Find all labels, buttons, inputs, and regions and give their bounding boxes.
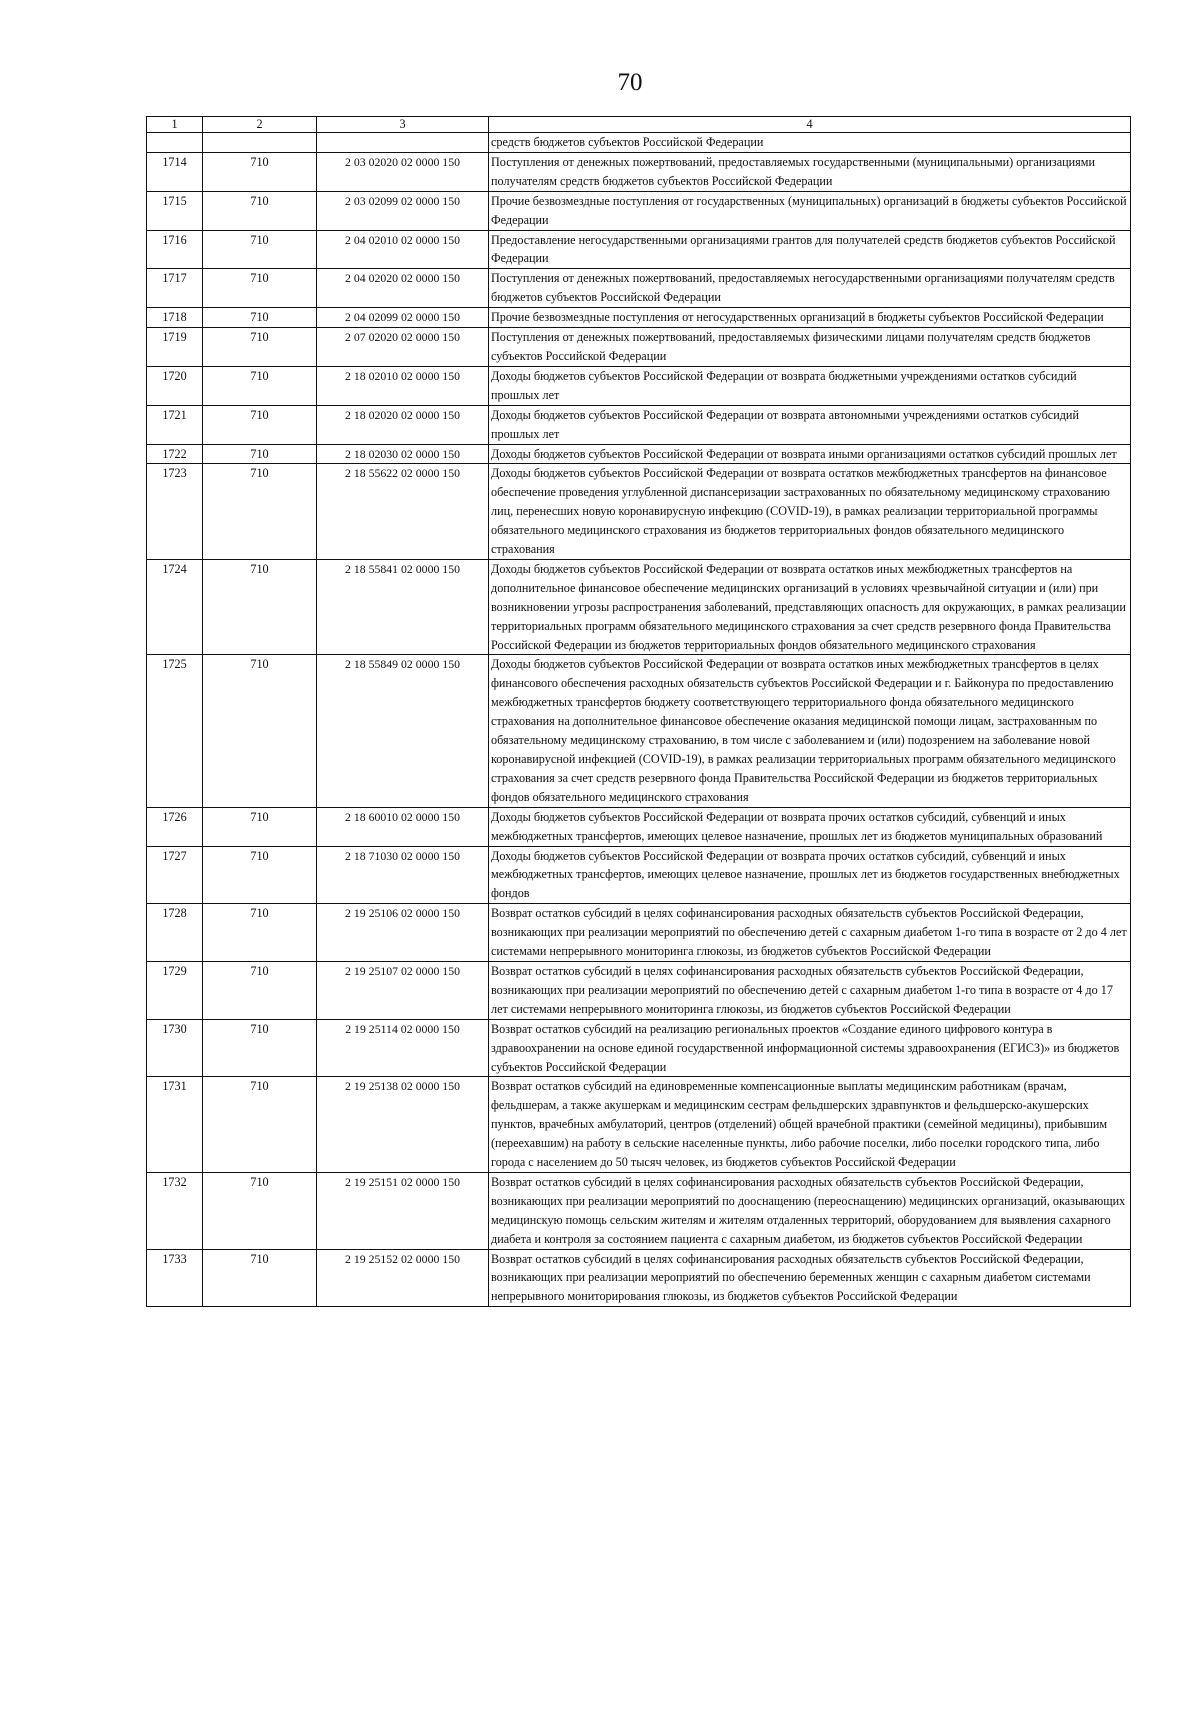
row-budget-code: 2 03 02099 02 0000 150 xyxy=(317,191,489,230)
row-admin-code: 710 xyxy=(203,655,317,807)
table-row xyxy=(147,1172,1131,1249)
continuation-text: средств бюджетов субъектов Российской Федерации xyxy=(489,133,1131,153)
row-admin-code: 710 xyxy=(203,444,317,464)
table-row xyxy=(147,961,1131,1019)
table-row xyxy=(147,904,1131,962)
row-number: 1723 xyxy=(147,464,203,560)
header-col-4: 4 xyxy=(489,117,1131,133)
row-description: Доходы бюджетов субъектов Российской Федерации от возврата прочих остатков субсидий, субвенций и иных межбюджетных трансфертов, имеющих целевое назначение, прошлых лет из бюджетов государственных внебюджетных фондов xyxy=(489,846,1131,904)
table-row xyxy=(147,1019,1131,1077)
table-row xyxy=(147,269,1131,308)
row-budget-code: 2 19 25152 02 0000 150 xyxy=(317,1249,489,1307)
revenue-codes-table xyxy=(146,116,1131,1307)
row-admin-code: 710 xyxy=(203,191,317,230)
row-number: 1715 xyxy=(147,191,203,230)
row-admin-code: 710 xyxy=(203,904,317,962)
row-description: Доходы бюджетов субъектов Российской Федерации от возврата остатков межбюджетных трансфертов на финансовое обеспечение проведения углубленной диспансеризации застрахованных по обязательному медицинскому страхованию лиц, перенесших новую коронавирусную инфекцию (COVID-19), в рамках реализации территориальной программы обязательного медицинского страхования из бюджетов территориальных фондов обязательного медицинского страхования xyxy=(489,464,1131,560)
table-row xyxy=(147,655,1131,807)
row-description: Доходы бюджетов субъектов Российской Федерации от возврата автономными учреждениями остатков субсидий прошлых лет xyxy=(489,405,1131,444)
row-admin-code: 710 xyxy=(203,1249,317,1307)
row-number: 1732 xyxy=(147,1172,203,1249)
table-row xyxy=(147,366,1131,405)
row-number: 1722 xyxy=(147,444,203,464)
table-row xyxy=(147,328,1131,367)
row-admin-code: 710 xyxy=(203,807,317,846)
table-row xyxy=(147,464,1131,560)
row-budget-code: 2 18 60010 02 0000 150 xyxy=(317,807,489,846)
row-number: 1729 xyxy=(147,961,203,1019)
table-header-row xyxy=(147,117,1131,133)
row-number: 1726 xyxy=(147,807,203,846)
continuation-cell-2 xyxy=(203,133,317,153)
header-col-1: 1 xyxy=(147,117,203,133)
row-description: Возврат остатков субсидий в целях софинансирования расходных обязательств субъектов Российской Федерации, возникающих при реализации мероприятий по обеспечению детей с сахарным диабетом 1-го типа в возрасте от 4 до 17 лет системами непрерывного мониторинга глюкозы, из бюджетов субъектов Российской Федерации xyxy=(489,961,1131,1019)
row-budget-code: 2 19 25114 02 0000 150 xyxy=(317,1019,489,1077)
row-budget-code: 2 18 55849 02 0000 150 xyxy=(317,655,489,807)
table-row xyxy=(147,1077,1131,1173)
row-admin-code: 710 xyxy=(203,308,317,328)
row-admin-code: 710 xyxy=(203,230,317,269)
row-description: Доходы бюджетов субъектов Российской Федерации от возврата прочих остатков субсидий, субвенций и иных межбюджетных трансфертов, имеющих целевое назначение, прошлых лет из бюджетов муниципальных образований xyxy=(489,807,1131,846)
row-budget-code: 2 19 25106 02 0000 150 xyxy=(317,904,489,962)
row-number: 1717 xyxy=(147,269,203,308)
row-budget-code: 2 19 25138 02 0000 150 xyxy=(317,1077,489,1173)
table-row xyxy=(147,846,1131,904)
row-budget-code: 2 18 02020 02 0000 150 xyxy=(317,405,489,444)
table-row xyxy=(147,230,1131,269)
row-description: Возврат остатков субсидий на реализацию региональных проектов «Создание единого цифрового контура в здравоохранении на основе единой государственной информационной системы здравоохранения (ЕГИСЗ)» из бюджетов субъектов Российской Федерации xyxy=(489,1019,1131,1077)
row-number: 1728 xyxy=(147,904,203,962)
table-row xyxy=(147,191,1131,230)
row-description: Поступления от денежных пожертвований, предоставляемых негосударственными организациями получателям средств бюджетов субъектов Российской Федерации xyxy=(489,269,1131,308)
row-description: Доходы бюджетов субъектов Российской Федерации от возврата иными организациями остатков субсидий прошлых лет xyxy=(489,444,1131,464)
row-description: Предоставление негосударственными организациями грантов для получателей средств бюджетов субъектов Российской Федерации xyxy=(489,230,1131,269)
continuation-row xyxy=(147,133,1131,153)
row-budget-code: 2 04 02020 02 0000 150 xyxy=(317,269,489,308)
row-admin-code: 710 xyxy=(203,464,317,560)
table-row xyxy=(147,559,1131,655)
table-row xyxy=(147,444,1131,464)
header-col-2: 2 xyxy=(203,117,317,133)
row-budget-code: 2 18 55622 02 0000 150 xyxy=(317,464,489,560)
row-number: 1714 xyxy=(147,152,203,191)
row-budget-code: 2 04 02010 02 0000 150 xyxy=(317,230,489,269)
row-budget-code: 2 18 02030 02 0000 150 xyxy=(317,444,489,464)
row-admin-code: 710 xyxy=(203,269,317,308)
row-budget-code: 2 19 25151 02 0000 150 xyxy=(317,1172,489,1249)
row-budget-code: 2 18 02010 02 0000 150 xyxy=(317,366,489,405)
row-admin-code: 710 xyxy=(203,1172,317,1249)
row-budget-code: 2 03 02020 02 0000 150 xyxy=(317,152,489,191)
row-admin-code: 710 xyxy=(203,846,317,904)
table-row xyxy=(147,807,1131,846)
row-description: Доходы бюджетов субъектов Российской Федерации от возврата бюджетными учреждениями остатков субсидий прошлых лет xyxy=(489,366,1131,405)
row-budget-code: 2 07 02020 02 0000 150 xyxy=(317,328,489,367)
row-budget-code: 2 04 02099 02 0000 150 xyxy=(317,308,489,328)
row-number: 1724 xyxy=(147,559,203,655)
page-number: 70 xyxy=(617,69,643,96)
row-number: 1718 xyxy=(147,308,203,328)
row-description: Прочие безвозмездные поступления от негосударственных организаций в бюджеты субъектов Российской Федерации xyxy=(489,308,1131,328)
row-budget-code: 2 19 25107 02 0000 150 xyxy=(317,961,489,1019)
row-description: Возврат остатков субсидий в целях софинансирования расходных обязательств субъектов Российской Федерации, возникающих при реализации мероприятий по дооснащению (переоснащению) медицинских организаций, оказывающих медицинскую помощь сельским жителям и жителям отдаленных территорий, оборудованием для выявления сахарного диабета и контроля за состоянием пациента с сахарным диабетом, из бюджетов субъектов Российской Федерации xyxy=(489,1172,1131,1249)
table-row xyxy=(147,405,1131,444)
row-description: Доходы бюджетов субъектов Российской Федерации от возврата остатков иных межбюджетных трансфертов на дополнительное финансовое обеспечение медицинских организаций в условиях чрезвычайной ситуации и (или) при возникновении угрозы распространения заболеваний, представляющих опасность для окружающих, в рамках реализации территориальных программ обязательного медицинского страхования за счет средств резервного фонда Правительства Российской Федерации из бюджетов территориальных фондов обязательного медицинского страхования xyxy=(489,559,1131,655)
row-description: Доходы бюджетов субъектов Российской Федерации от возврата остатков иных межбюджетных трансфертов в целях финансового обеспечения расходных обязательств субъектов Российской Федерации и г. Байконура по предоставлению межбюджетных трансфертов бюджету соответствующего территориального фонда обязательного медицинского страхования на дополнительное финансовое обеспечение оказания медицинской помощи лицам, застрахованным по обязательному медицинскому страхованию, в том числе с заболеванием и (или) подозрением на заболевание новой коронавирусной инфекцией (COVID-19), в рамках реализации территориальных программ обязательного медицинского страхования за счет средств резервного фонда Правительства Российской Федерации из бюджетов территориальных фондов обязательного медицинского страхования xyxy=(489,655,1131,807)
row-admin-code: 710 xyxy=(203,405,317,444)
row-description: Поступления от денежных пожертвований, предоставляемых физическими лицами получателям средств бюджетов субъектов Российской Федерации xyxy=(489,328,1131,367)
row-number: 1727 xyxy=(147,846,203,904)
row-number: 1725 xyxy=(147,655,203,807)
header-col-3: 3 xyxy=(317,117,489,133)
row-number: 1716 xyxy=(147,230,203,269)
row-budget-code: 2 18 55841 02 0000 150 xyxy=(317,559,489,655)
row-admin-code: 710 xyxy=(203,366,317,405)
row-admin-code: 710 xyxy=(203,961,317,1019)
row-description: Поступления от денежных пожертвований, предоставляемых государственными (муниципальными) организациями получателям средств бюджетов субъектов Российской Федерации xyxy=(489,152,1131,191)
row-number: 1719 xyxy=(147,328,203,367)
table-row xyxy=(147,152,1131,191)
table-row xyxy=(147,308,1131,328)
row-number: 1730 xyxy=(147,1019,203,1077)
row-admin-code: 710 xyxy=(203,328,317,367)
row-admin-code: 710 xyxy=(203,152,317,191)
row-admin-code: 710 xyxy=(203,1019,317,1077)
continuation-cell-3 xyxy=(317,133,489,153)
row-number: 1721 xyxy=(147,405,203,444)
row-description: Прочие безвозмездные поступления от государственных (муниципальных) организаций в бюджеты субъектов Российской Федерации xyxy=(489,191,1131,230)
row-description: Возврат остатков субсидий в целях софинансирования расходных обязательств субъектов Российской Федерации, возникающих при реализации мероприятий по обеспечению беременных женщин с сахарным диабетом системами непрерывного мониторирования глюкозы, из бюджетов субъектов Российской Федерации xyxy=(489,1249,1131,1307)
row-description: Возврат остатков субсидий в целях софинансирования расходных обязательств субъектов Российской Федерации, возникающих при реализации мероприятий по обеспечению детей с сахарным диабетом 1-го типа в возрасте от 2 до 4 лет системами непрерывного мониторинга глюкозы, из бюджетов субъектов Российской Федерации xyxy=(489,904,1131,962)
row-number: 1733 xyxy=(147,1249,203,1307)
row-budget-code: 2 18 71030 02 0000 150 xyxy=(317,846,489,904)
row-description: Возврат остатков субсидий на единовременные компенсационные выплаты медицинским работникам (врачам, фельдшерам, а также акушеркам и медицинским сестрам фельдшерских здравпунктов и фельдшерско-акушерских пунктов, врачебных амбулаторий, центров (отделений) общей врачебной практики (семейной медицины), прибывшим (переехавшим) на работу в сельские населенные пункты, либо рабочие поселки, либо поселки городского типа, либо города с населением до 50 тысяч человек, из бюджетов субъектов Российской Федерации xyxy=(489,1077,1131,1173)
row-admin-code: 710 xyxy=(203,1077,317,1173)
table-row xyxy=(147,1249,1131,1307)
row-admin-code: 710 xyxy=(203,559,317,655)
continuation-cell-1 xyxy=(147,133,203,153)
row-number: 1731 xyxy=(147,1077,203,1173)
row-number: 1720 xyxy=(147,366,203,405)
